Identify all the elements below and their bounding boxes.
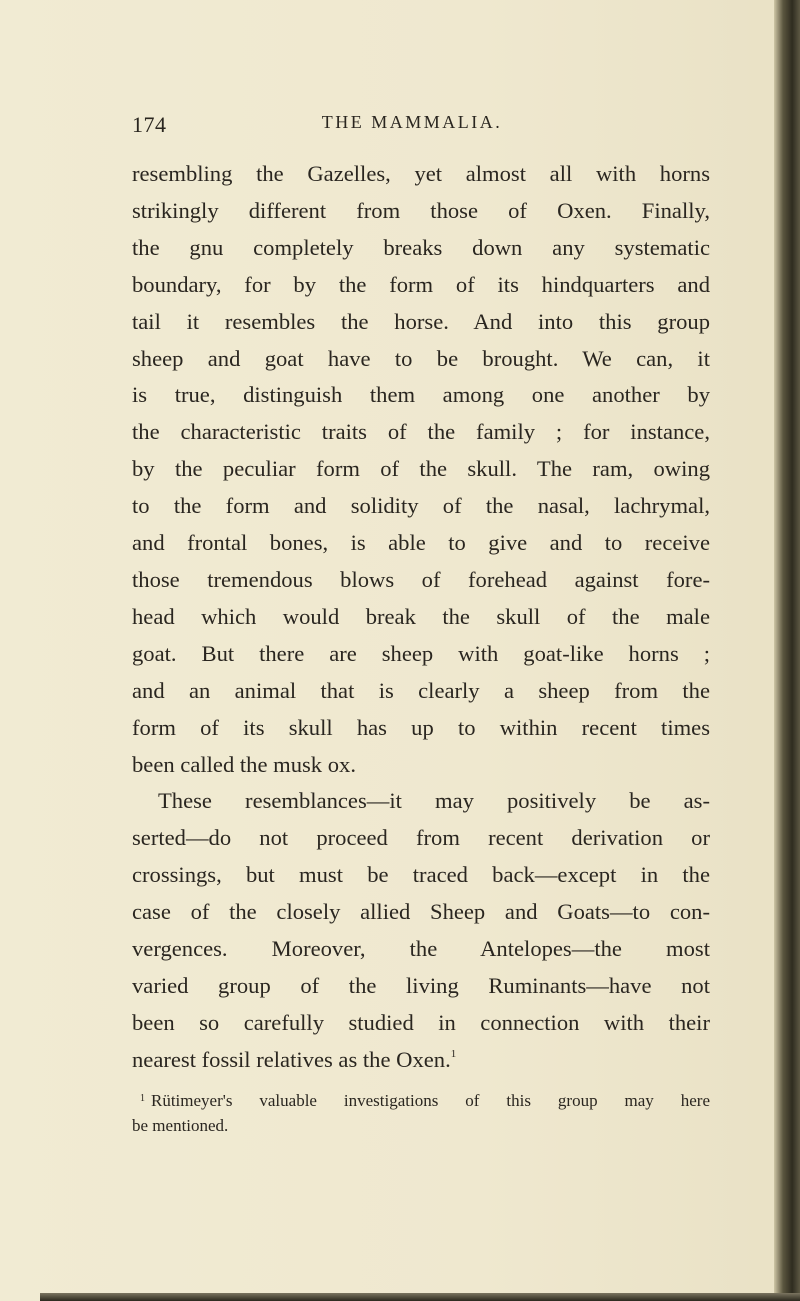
text-line: tail it resembles the horse. And into this group	[132, 308, 710, 334]
page-header	[132, 112, 692, 144]
text-line: vergences. Moreover, the Antelopes—the most	[132, 936, 710, 962]
text-line: sheep and goat have to be brought. We can, it	[132, 345, 710, 371]
text-line-last	[132, 1042, 710, 1079]
running-head: THE MAMMALIA.	[321, 112, 503, 132]
text-line: been so carefully studied in connection with their	[132, 1009, 710, 1035]
footnote-line	[132, 1086, 710, 1113]
text-line: been called the musk ox.	[132, 751, 356, 777]
text-line: case of the closely allied Sheep and Goats—to con-	[132, 899, 710, 925]
text-line: varied group of the living Ruminants—have not	[132, 972, 710, 998]
footnote	[132, 1086, 710, 1138]
footnote-marker: 1	[140, 1093, 145, 1104]
text-line: by the peculiar form of the skull. The ram, owing	[132, 456, 710, 482]
text-line: and an animal that is clearly a sheep from the	[132, 677, 710, 703]
text-line: boundary, for by the form of its hindquarters and	[132, 271, 710, 297]
text-line: head which would break the skull of the male	[132, 603, 710, 629]
footnote-reference: 1	[450, 1047, 457, 1060]
text-line: to the form and solidity of the nasal, lachrymal,	[132, 493, 710, 519]
book-edge-shadow	[774, 0, 800, 1301]
text-line: strikingly different from those of Oxen. Finally,	[132, 197, 710, 223]
footnote-text: Rütimeyer's valuable investigations of this group may here	[151, 1091, 710, 1110]
text-line: crossings, but must be traced back—except in the	[132, 862, 710, 888]
page-number: 174	[132, 112, 167, 137]
text-line: is true, distinguish them among one another by	[132, 382, 710, 408]
text-line: resembling the Gazelles, yet almost all with horns	[132, 161, 710, 186]
text-line: the characteristic traits of the family ; for instance,	[132, 419, 710, 445]
bottom-edge-shadow	[40, 1293, 800, 1301]
text-line: and frontal bones, is able to give and to receive	[132, 530, 710, 556]
text-line: serted—do not proceed from recent derivation or	[132, 825, 710, 851]
text-line: the gnu completely breaks down any systematic	[132, 234, 710, 260]
text-line-content: nearest fossil relatives as the Oxen.	[132, 1046, 451, 1072]
footnote-line: be mentioned.	[132, 1116, 229, 1135]
text-line: those tremendous blows of forehead against fore-	[132, 566, 710, 592]
text-line: goat. But there are sheep with goat-like horns ;	[132, 640, 710, 666]
body-text	[132, 156, 710, 1079]
paragraph-start-line: These resemblances—it may positively be as-	[158, 788, 710, 814]
text-line: form of its skull has up to within recent times	[132, 714, 710, 740]
